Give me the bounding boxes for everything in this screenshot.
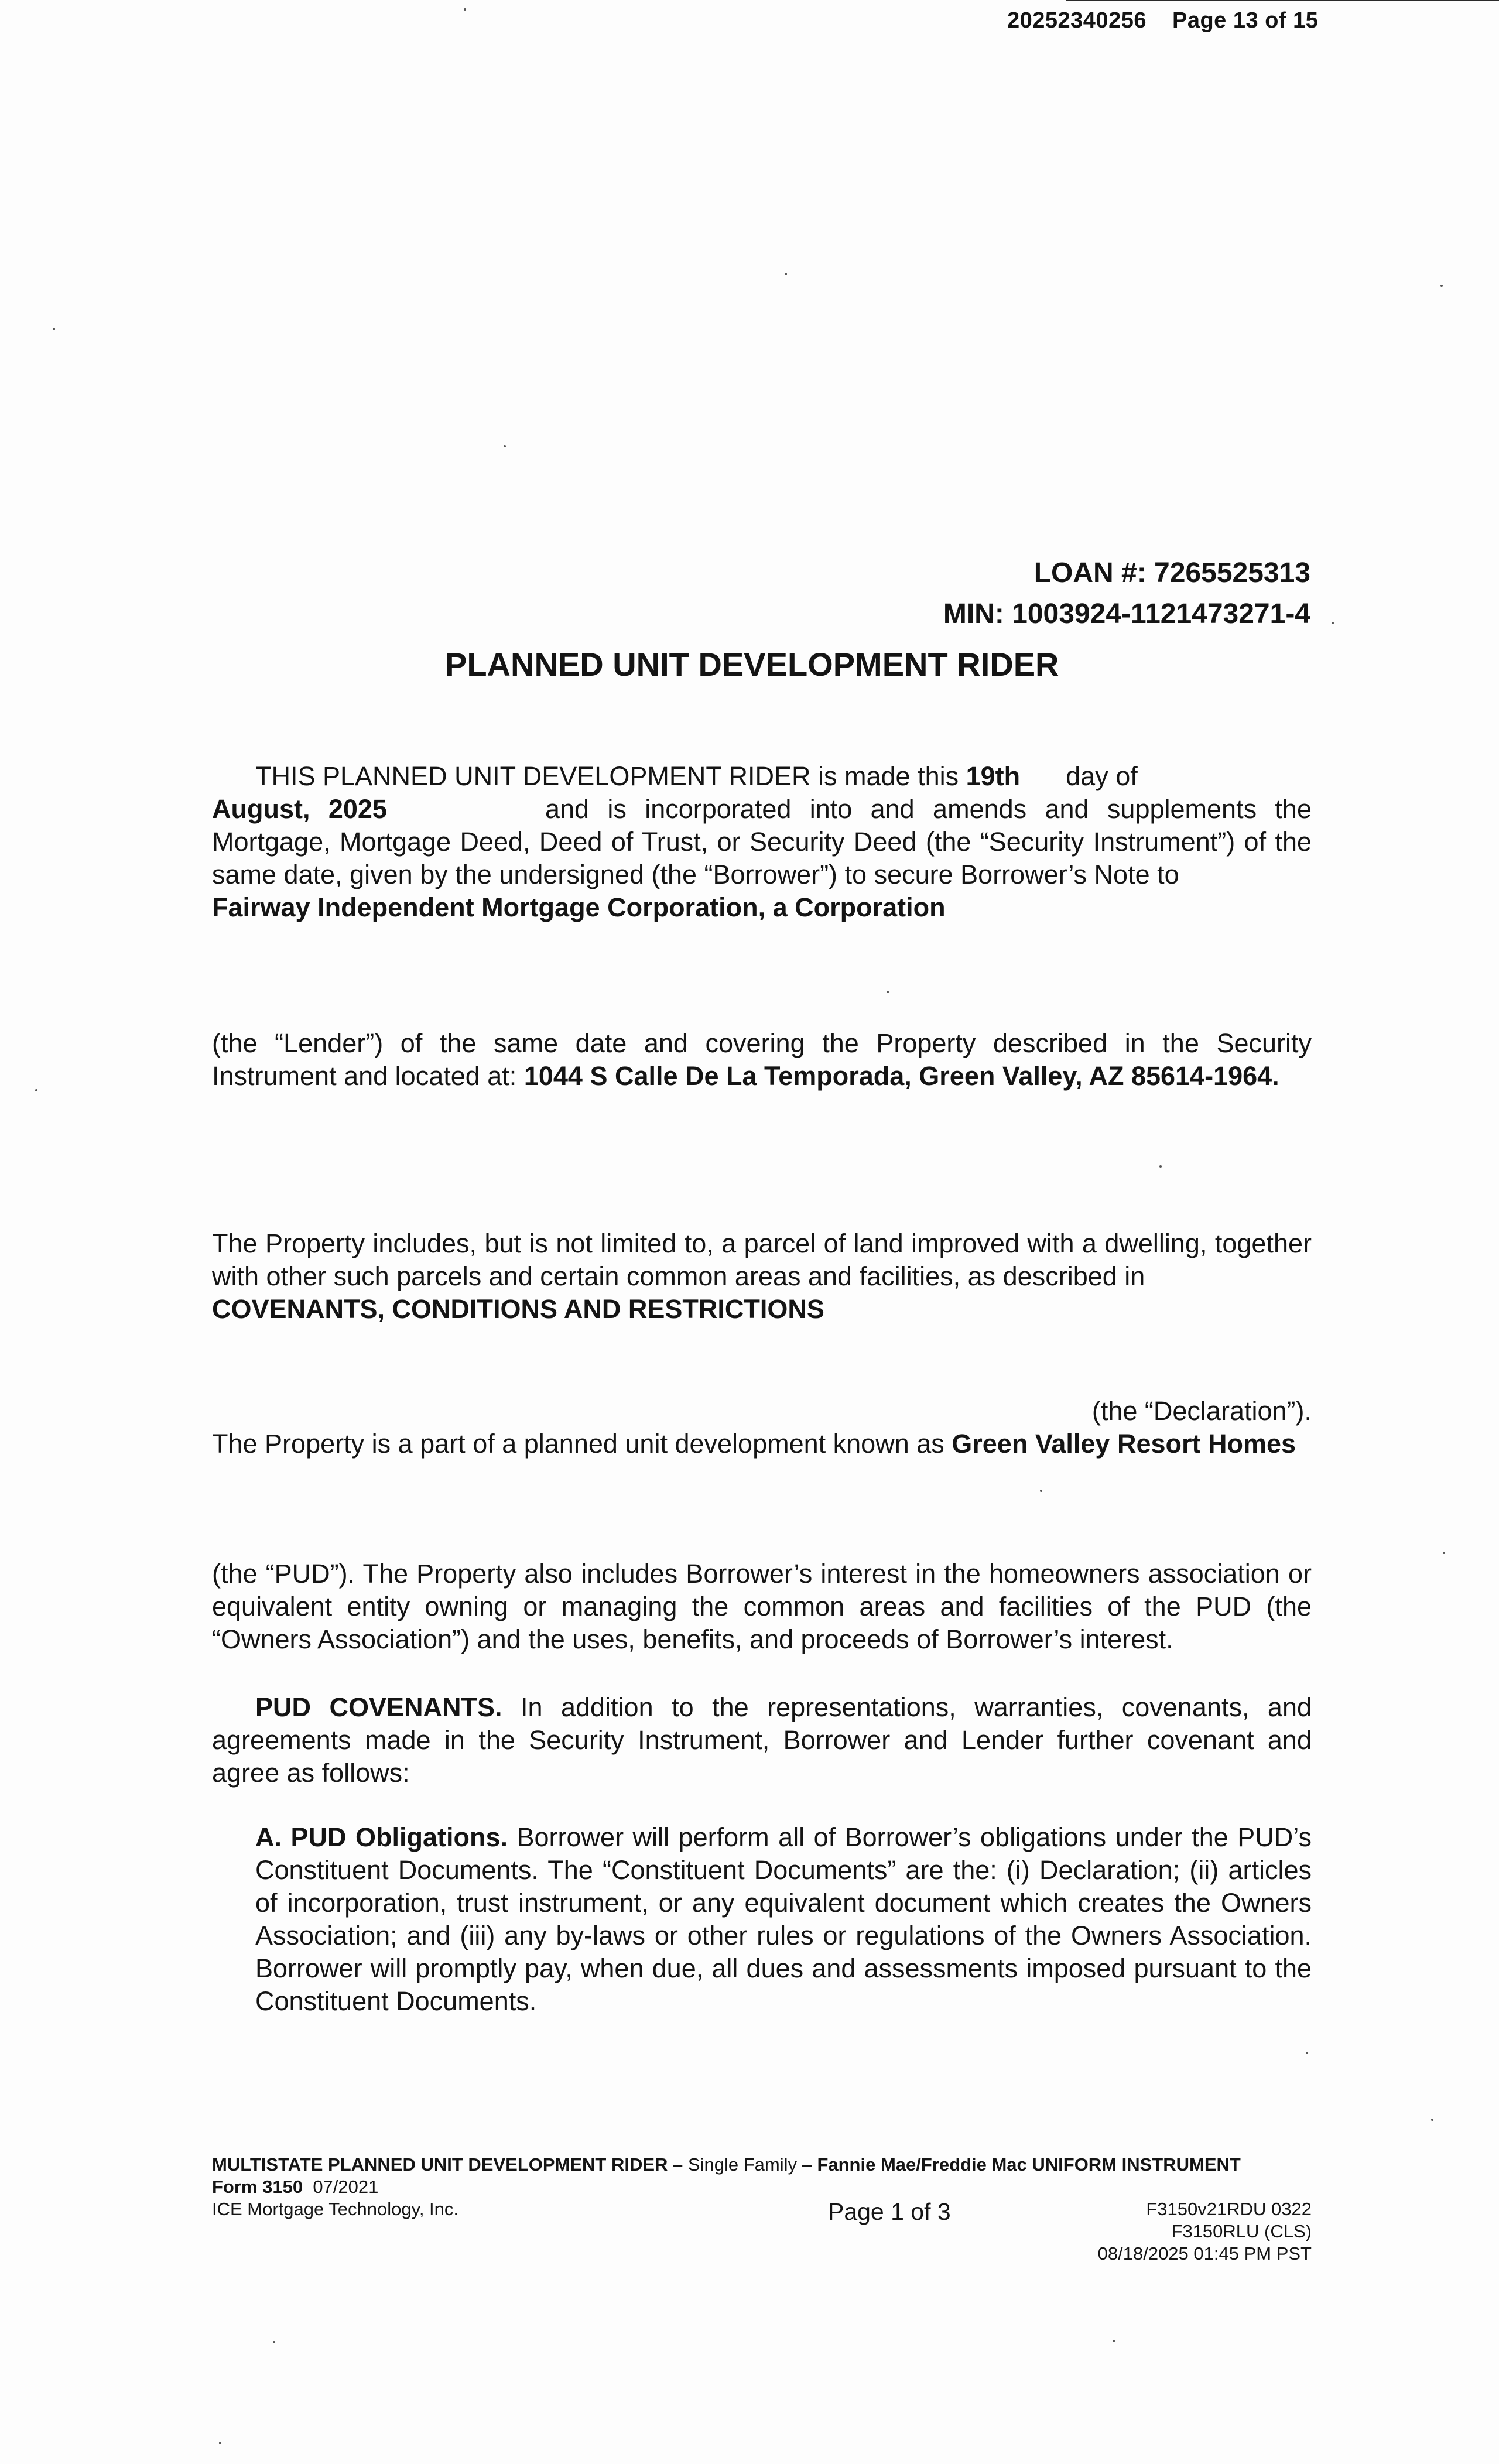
section-a-paragraph: A. PUD Obligations. Borrower will perform all of Borrower’s obligations under the PUD’s Constituent Documents. The “Constituent Documents” are the: (i) Declaration; (ii) articles of incorporation, trust instrument, or any equivalent document which creates the Owners Association; and (iii) any by-laws or other rules or regulations of the Owners Association. Borrower will promptly pay, when due, all dues and assessments imposed pursuant to the Constituent Documents. [255, 1822, 1312, 2016]
footer-form-number: Form 3150 07/2021 [212, 2176, 379, 2197]
scan-speck [504, 445, 506, 447]
pud-paragraph: (the “PUD”). The Property also includes Borrower’s interest in the homeowners association or equivalent entity owning or managing the common areas and facilities of the PUD (the “Owners Association”) and the uses, benefits, and proceeds of Borrower’s interest. [212, 1559, 1312, 1654]
scan-speck [1443, 1552, 1445, 1554]
covenants-heading: PUD COVENANTS. [255, 1692, 502, 1722]
lender-paragraph: (the “Lender”) of the same date and covering the Property described in the Security Instrument and located at: 1044 S Calle De La Temporada, Green Valley, AZ 85614-1964. [212, 1028, 1312, 1091]
header-rule [1066, 0, 1499, 1]
recording-number: 20252340256 [1007, 8, 1147, 33]
recording-header [1007, 8, 1476, 33]
intro-paragraph: THIS PLANNED UNIT DEVELOPMENT RIDER is made this 19th day of August, 2025 and is incorporated into and amends and supplements the Mortgage, Mortgage Deed, Deed of Trust, or Security Deed (the “Security Instrument”) of the same date, given by the undersigned (the “Borrower”) to secure Borrower’s Note to Fairway Independent Mortgage Corporation, a Corporation [212, 761, 1312, 922]
scan-speck [1113, 2340, 1115, 2342]
footer-company: ICE Mortgage Technology, Inc. [212, 2199, 459, 2219]
scan-speck [273, 2341, 275, 2343]
declaration-name: COVENANTS, CONDITIONS AND RESTRICTIONS [212, 1294, 824, 1324]
loan-block [943, 553, 1310, 635]
footer-form-title: MULTISTATE PLANNED UNIT DEVELOPMENT RIDER – Single Family – Fannie Mae/Freddie Mac UNIFORM INSTRUMENT [212, 2154, 1241, 2175]
rider-date: August, 2025 [212, 794, 387, 824]
property-paragraph: The Property includes, but is not limited to, a parcel of land improved with a dwelling, together with other such parcels and certain common areas and facilities, as described in COVENANTS, CONDITIONS AND RESTRICTIONS [212, 1228, 1312, 1324]
footer-page-number: Page 1 of 3 [827, 2198, 951, 2225]
scan-speck [1431, 2119, 1433, 2121]
scan-speck [1440, 285, 1443, 287]
lender-name: Fairway Independent Mortgage Corporation, a Corporation [212, 892, 946, 922]
scan-speck [1306, 2052, 1308, 2054]
document-title: PLANNED UNIT DEVELOPMENT RIDER [445, 646, 1059, 683]
scan-speck [1159, 1165, 1162, 1168]
footer-codes: F3150v21RDU 0322 F3150RLU (CLS) 08/18/2025 01:45 PM PST [1097, 2199, 1312, 2264]
min-number: MIN: 1003924-1121473271-4 [943, 598, 1310, 629]
pud-name: Green Valley Resort Homes [952, 1429, 1296, 1459]
covenants-paragraph: PUD COVENANTS. In addition to the representations, warranties, covenants, and agreements made in the Security Instrument, Borrower and Lender further covenant and agree as follows: [212, 1692, 1312, 1788]
scan-speck [785, 273, 787, 275]
loan-number: LOAN #: 7265525313 [1033, 557, 1310, 588]
scan-speck [887, 991, 889, 993]
section-a-heading: A. PUD Obligations. [255, 1822, 508, 1852]
property-address: 1044 S Calle De La Temporada, Green Valley, AZ 85614-1964. [523, 1061, 1279, 1091]
footer-row [212, 2198, 1312, 2265]
scan-speck [1040, 1490, 1042, 1492]
scan-speck [219, 2442, 221, 2444]
declaration-suffix: (the “Declaration”). [1091, 1396, 1312, 1426]
scan-speck [53, 328, 55, 330]
scan-speck [35, 1089, 37, 1091]
scan-speck [1332, 622, 1334, 624]
form-footer [212, 2154, 1312, 2265]
declaration-suffix-block: (the “Declaration”). The Property is a part of a planned unit development known as Green Valley Resort Homes [212, 1396, 1312, 1459]
page-indicator: Page 13 of 15 [1172, 8, 1319, 33]
scan-speck [464, 8, 466, 11]
rider-day: 19th [966, 761, 1021, 791]
